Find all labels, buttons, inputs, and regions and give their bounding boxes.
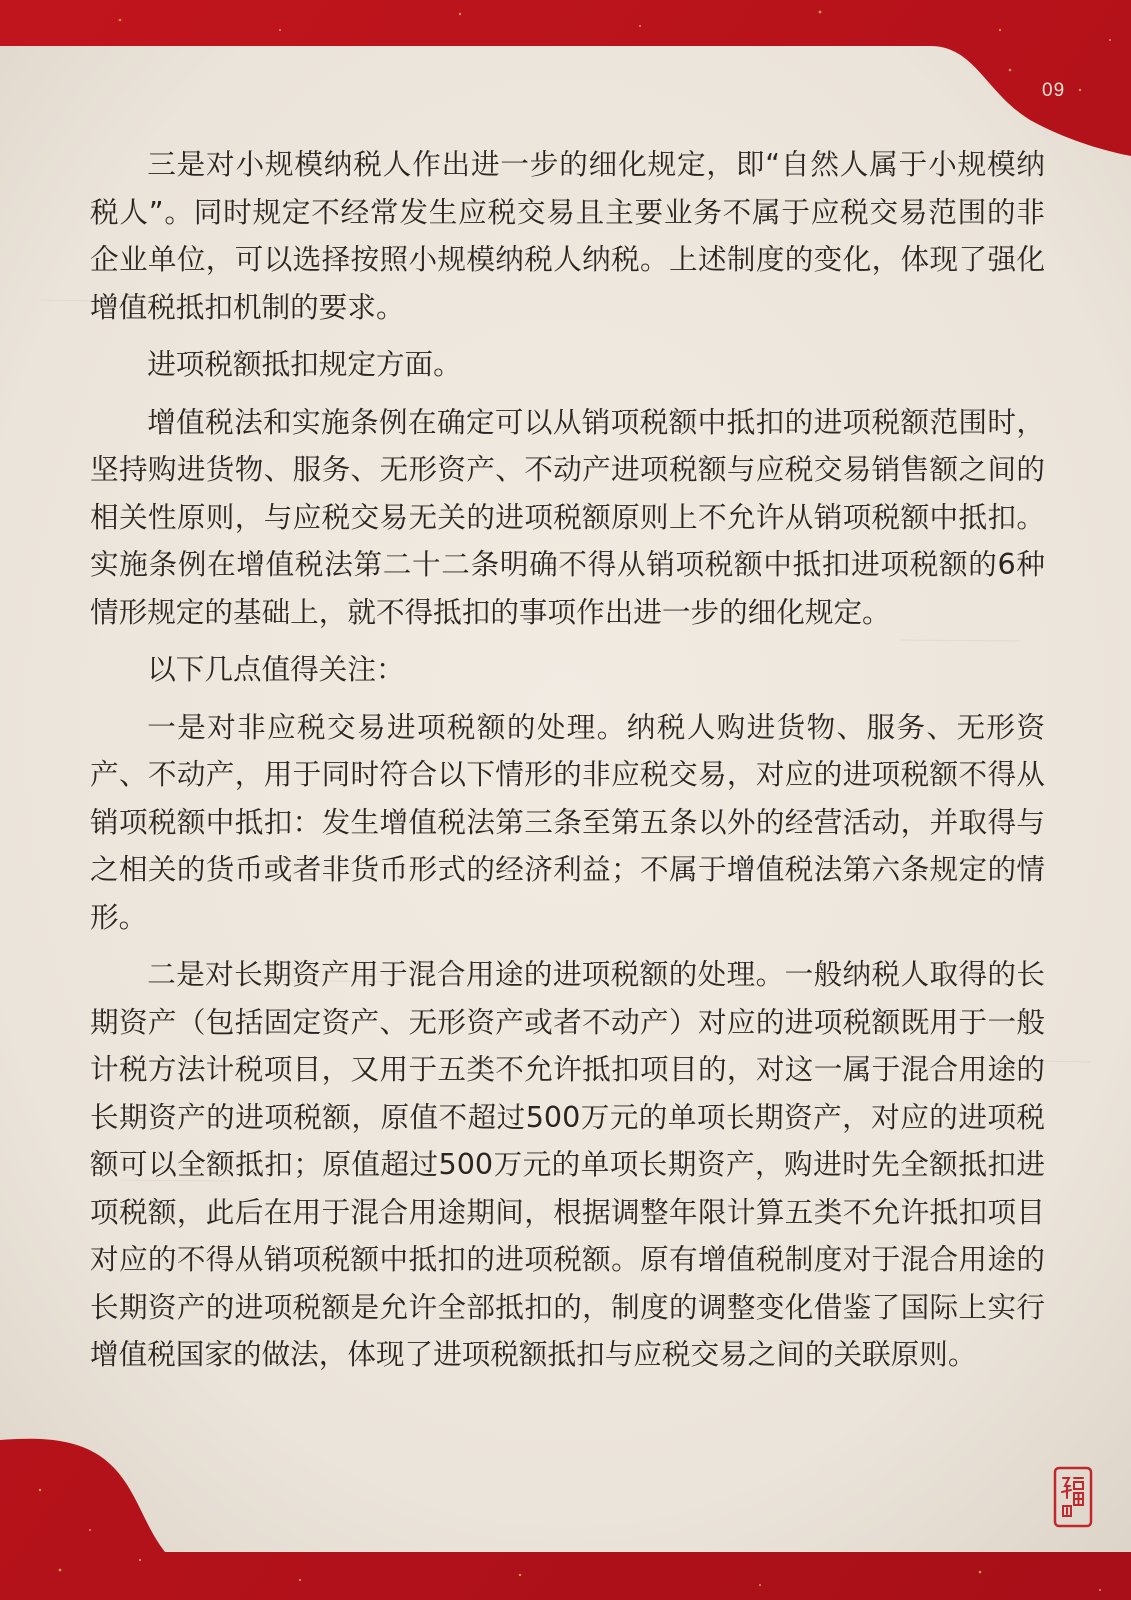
paragraph: 一是对非应税交易进项税额的处理。纳税人购进货物、服务、无形资产、不动产，用于同时符合以下情形的非应税交易，对应的进项税额不得从销项税额中抵扣：发生增值税法第三条至第五条以外的经营活动，并取得与之相关的货币或者非货币形式的经济利益；不属于增值税法第六条规定的情形。 xyxy=(90,709,1045,934)
paragraph: 增值税法和实施条例在确定可以从销项税额中抵扣的进项税额范围时，坚持购进货物、服务、无形资产、不动产进项税额与应税交易销售额之间的相关性原则，与应税交易无关的进项税额原则上不允许从销项税额中抵扣。实施条例在增值税法第二十二条明确不得从销项税额中抵扣进项税额的6种情形规定的基础上，就不得抵扣的事项作出进一步的细化规定。 xyxy=(90,404,1045,629)
paragraph: 二是对长期资产用于混合用途的进项税额的处理。一般纳税人取得的长期资产（包括固定资产、无形资产或者不动产）对应的进项税额既用于一般计税方法计税项目，又用于五类不允许抵扣项目的，对这一属于混合用途的长期资产的进项税额，原值不超过500万元的单项长期资产，对应的进项税额可以全额抵扣；原值超过500万元的单项长期资产，购进时先全额抵扣进项税额，此后在用于混合用途期间，根据调整年限计算五类不允许抵扣项目对应的不得从销项税额中抵扣的进项税额。原有增值税制度对于混合用途的长期资产的进项税额是允许全部抵扣的，制度的调整变化借鉴了国际上实行增值税国家的做法，体现了进项税额抵扣与应税交易之间的关联原则。 xyxy=(90,957,1045,1371)
page-number: 09 xyxy=(1042,80,1066,101)
paragraph: 三是对小规模纳税人作出进一步的细化规定，即“自然人属于小规模纳税人”。同时规定不经常发生应税交易且主要业务不属于应税交易范围的非企业单位，可以选择按照小规模纳税人纳税。上述制度的变化，体现了强化增值税抵扣机制的要求。 xyxy=(90,147,1045,324)
article-body xyxy=(90,141,1045,1389)
paragraph: 进项税额抵扣规定方面。 xyxy=(147,347,462,381)
red-seal-stamp xyxy=(1053,1466,1093,1528)
paragraph: 以下几点值得关注： xyxy=(147,652,405,686)
